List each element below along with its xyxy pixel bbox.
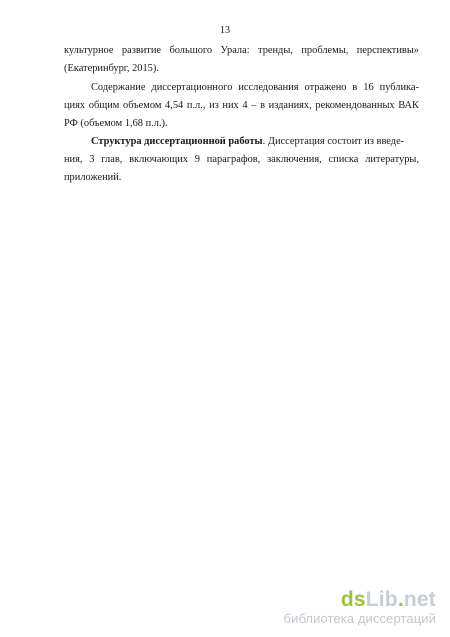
text-fragment: . Диссертация состоит из введе- [262,136,405,147]
page-number: 13 [220,25,230,36]
text-line: культурное развитие большого Урала: тренды, проблемы, перспективы» [64,45,419,56]
watermark-subtitle: библиотека диссертаций [283,611,436,626]
text-line: ния, 3 глав, включающих 9 параграфов, заключения, списка литературы, [64,154,419,165]
dslib-watermark [284,589,436,627]
text-line: циях общим объемом 4,54 п.л., из них 4 – в изданиях, рекомендованных ВАК [64,100,419,111]
section-heading-inline: Структура диссертационной работы [91,136,263,147]
text-line: Содержание диссертационного исследования отражено в 16 публика- [91,82,419,93]
text-line: (Екатеринбург, 2015). [64,63,159,74]
text-line: приложений. [64,172,122,183]
dslib-logo: dsLib.net [340,588,436,611]
text-line [91,135,419,148]
text-line: РФ (объемом 1,68 п.л.). [64,118,168,129]
